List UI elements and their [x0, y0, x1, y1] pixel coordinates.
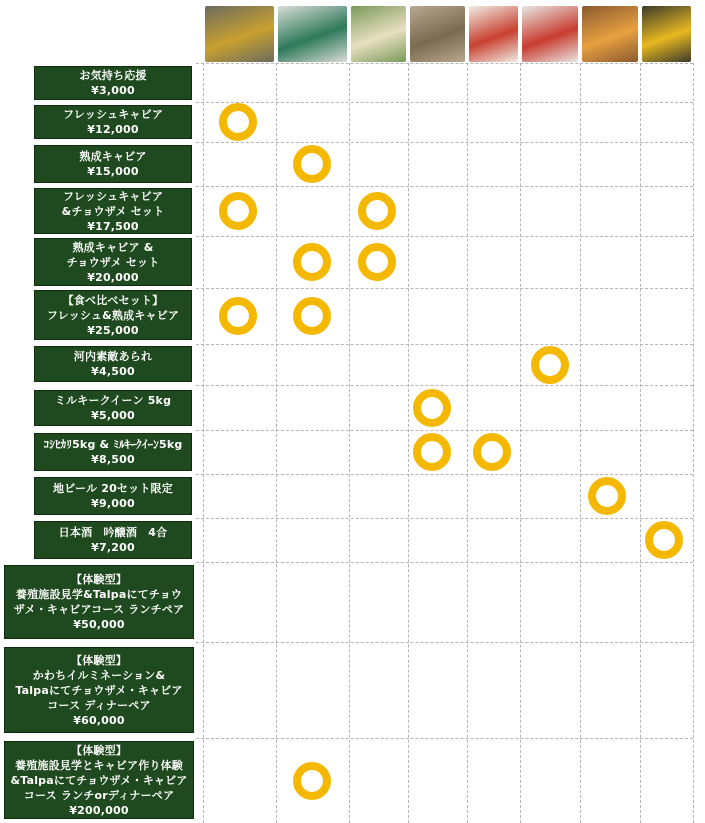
product-image-sturgeon-dish — [351, 6, 406, 62]
plan-label — [34, 390, 192, 426]
plan-label — [34, 346, 192, 382]
plan-label — [34, 66, 192, 100]
grid-column-line — [408, 63, 409, 823]
plan-price: ¥8,500 — [91, 453, 135, 466]
included-circle-icon — [293, 762, 331, 800]
plan-name-line: 河内素敵あられ — [73, 350, 153, 363]
grid-row-line — [196, 642, 693, 643]
grid-row-line — [196, 344, 693, 345]
grid-row-line — [196, 102, 693, 103]
plan-name-line: チョウザメ セット — [66, 255, 160, 269]
grid-row-line — [196, 562, 693, 563]
grid-row-line — [196, 738, 693, 739]
plan-label — [34, 188, 192, 234]
plan-label — [34, 477, 192, 515]
grid-row-line — [196, 142, 693, 143]
grid-column-line — [520, 63, 521, 823]
grid-row-line — [196, 518, 693, 519]
plan-name-line: お気持ち応援 — [79, 69, 147, 82]
included-circle-icon — [413, 433, 451, 471]
plan-name-line: 地ビール 20セット限定 — [53, 482, 173, 495]
grid-row-line — [196, 236, 693, 237]
included-circle-icon — [219, 297, 257, 335]
plan-price: ¥12,000 — [87, 123, 139, 136]
plan-price: ¥4,500 — [91, 365, 135, 378]
plan-label — [4, 741, 194, 819]
grid-column-line — [276, 63, 277, 823]
plan-name-line: かわちイルミネーション& — [32, 668, 166, 682]
included-circle-icon — [293, 243, 331, 281]
product-image-sake-bottle — [642, 6, 691, 62]
plan-name-line: 【食べ比べセット】 — [62, 293, 164, 307]
grid-column-line — [203, 63, 204, 823]
plan-label — [34, 238, 192, 286]
plan-price: ¥5,000 — [91, 409, 135, 422]
plan-price: ¥3,000 — [91, 84, 135, 97]
plan-label — [34, 433, 192, 471]
plan-name-line: &チョウザメ セット — [61, 204, 165, 218]
plan-name-line: 日本酒 吟醸酒 4合 — [58, 526, 168, 539]
plan-name-line: 【体験型】 — [71, 573, 127, 586]
plan-label — [34, 290, 192, 340]
included-circle-icon — [588, 477, 626, 515]
plan-name-line: 熟成キャビア — [79, 150, 147, 163]
plan-price: ¥17,500 — [87, 219, 139, 233]
plan-label — [34, 145, 192, 183]
plan-name-line: ｺｼﾋｶﾘ5kg & ﾐﾙｷｰｸｲｰﾝ5kg — [43, 438, 183, 451]
included-circle-icon — [531, 346, 569, 384]
plan-name-line: 養殖施設見学とキャビア作り体験 — [15, 758, 183, 772]
plan-price: ¥15,000 — [87, 165, 139, 178]
plan-name-line: フレッシュキャビア — [62, 189, 164, 203]
plan-name-line: コース ディナーペア — [47, 698, 151, 712]
product-image-rice-gift-set — [522, 6, 578, 62]
plan-name-line: Talpaにてチョウザメ・キャビア — [15, 683, 183, 697]
product-image-arare-crackers — [410, 6, 465, 62]
plan-name-line: 【体験型】 — [71, 653, 127, 667]
included-circle-icon — [413, 389, 451, 427]
plan-name-line: フレッシュキャビア — [62, 108, 164, 121]
plan-name-line: 養殖施設見学&Talpaにてチョウ — [15, 588, 183, 601]
plan-name-line: フレッシュ&熟成キャビア — [46, 308, 180, 322]
included-circle-icon — [219, 103, 257, 141]
grid-row-line — [196, 288, 693, 289]
grid-column-line — [467, 63, 468, 823]
plan-price: ¥50,000 — [73, 618, 125, 631]
grid-row-line — [196, 430, 693, 431]
plan-name-line: 【体験型】 — [71, 743, 127, 757]
plan-name-line: 熟成キャビア & — [72, 240, 154, 254]
plan-label — [34, 105, 192, 139]
plan-name-line: コース ランチorディナーペア — [23, 788, 175, 802]
plan-price: ¥25,000 — [87, 323, 139, 337]
product-image-fresh-caviar-tin — [205, 6, 274, 62]
plan-price: ¥60,000 — [73, 713, 125, 727]
grid-column-line — [693, 63, 694, 823]
included-circle-icon — [293, 145, 331, 183]
plan-price: ¥7,200 — [91, 541, 135, 554]
plan-label — [4, 647, 194, 733]
grid-column-line — [640, 63, 641, 823]
included-circle-icon — [645, 521, 683, 559]
plan-name-line: &Talpaにてチョウザメ・キャビア — [10, 773, 188, 787]
grid-row-line — [196, 385, 693, 386]
grid-column-line — [349, 63, 350, 823]
product-image-rice-bag — [469, 6, 518, 62]
grid-column-line — [580, 63, 581, 823]
plan-name-line: ザメ・キャビアコース ランチペア — [13, 603, 185, 616]
grid-row-line — [196, 474, 693, 475]
included-circle-icon — [219, 192, 257, 230]
plan-label — [4, 565, 194, 639]
grid-row-line — [196, 63, 693, 64]
included-circle-icon — [358, 192, 396, 230]
plan-name-line: ミルキークイーン 5kg — [54, 394, 172, 407]
plan-price: ¥9,000 — [91, 497, 135, 510]
included-circle-icon — [358, 243, 396, 281]
included-circle-icon — [293, 297, 331, 335]
included-circle-icon — [473, 433, 511, 471]
product-image-aged-caviar-tin — [278, 6, 347, 62]
grid-row-line — [196, 186, 693, 187]
plan-label — [34, 521, 192, 559]
product-image-craft-beer-bottles — [582, 6, 638, 62]
plan-price: ¥20,000 — [87, 270, 139, 284]
plan-price: ¥200,000 — [69, 803, 129, 817]
